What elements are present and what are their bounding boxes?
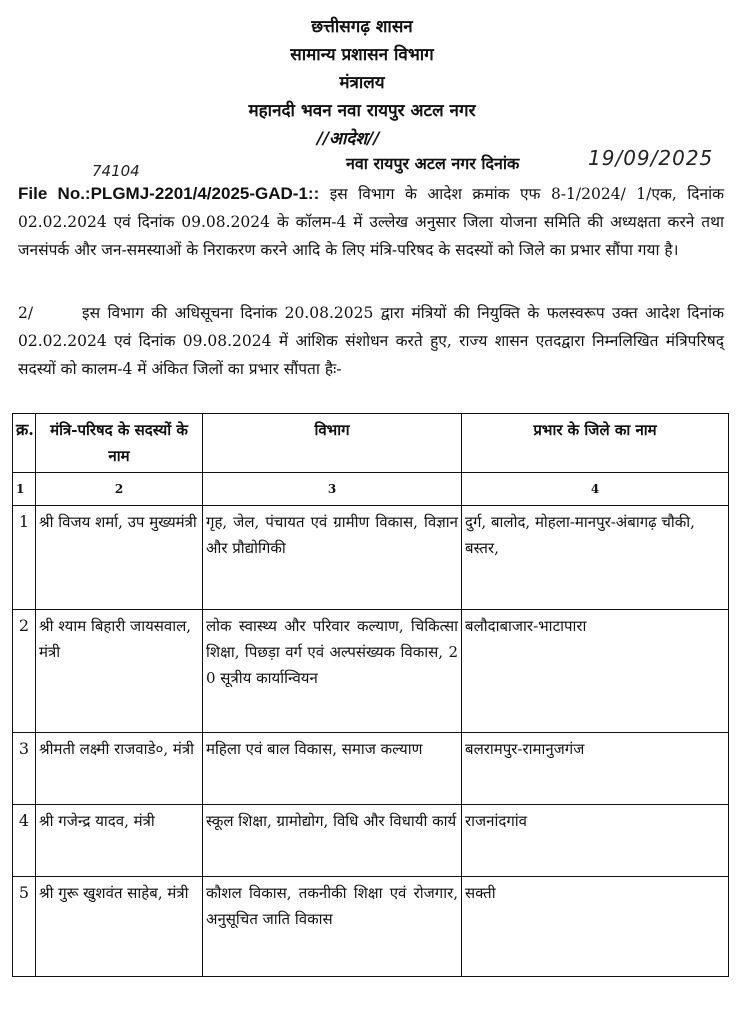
row-district: राजनांदगांव <box>462 805 729 877</box>
table-index-row <box>13 473 729 506</box>
department-title: सामान्य प्रशासन विभाग <box>290 45 434 65</box>
index-4: 4 <box>462 473 729 506</box>
row-department: कौशल विकास, तकनीकी शिक्षा एवं रोजगार, अनुसूचित जाति विकास <box>203 877 462 977</box>
header-member: मंत्रि-परिषद के सदस्यों के नाम <box>36 414 203 473</box>
row-district: सक्ती <box>462 877 729 977</box>
header-district: प्रभार के जिले का नाम <box>462 414 729 473</box>
minister-district-table <box>12 413 729 977</box>
row-member: श्री गजेन्द्र यादव, मंत्री <box>36 805 203 877</box>
row-district: दुर्ग, बालोद, मोहला-मानपुर-अंबागढ़ चौकी, बस्तर, <box>462 506 729 610</box>
row-sno: 2 <box>13 610 36 733</box>
paragraph-2-text: इस विभाग की अधिसूचना दिनांक 20.08.2025 द्वारा मंत्रियों की नियुक्ति के फलस्वरूप उक्त आदेश दिनांक 02.02.2024 एवं दिनांक 09.08.2024 में आंशिक संशोधन करते हुए, राज्य शासन एतदद्वारा निम्नलिखित मंत्रिपरिषद् सदस्यों को कालम-4 में अंकित जिलों का प्रभार सौंपता हैः- <box>18 304 724 378</box>
row-member: श्रीमती लक्ष्मी राजवाडे०, मंत्री <box>36 733 203 805</box>
paragraph-number: 2/ <box>18 304 34 322</box>
row-department: स्कूल शिक्षा, ग्रामोद्योग, विधि और विधायी कार्य <box>203 805 462 877</box>
row-department: लोक स्वास्थ्य और परिवार कल्याण, चिकित्सा शिक्षा, पिछड़ा वर्ग एवं अल्पसंख्यक विकास, 2 0 सूत्रीय कार्यान्वियन <box>203 610 462 733</box>
table-row <box>13 877 729 977</box>
row-department: महिला एवं बाल विकास, समाज कल्याण <box>203 733 462 805</box>
index-1: 1 <box>13 473 36 506</box>
row-sno: 1 <box>13 506 36 610</box>
order-heading: //आदेश// <box>316 129 380 149</box>
table-row <box>13 506 729 610</box>
table-row <box>13 610 729 733</box>
row-district: बलरामपुर-रामानुजगंज <box>462 733 729 805</box>
table-header-row <box>13 414 729 473</box>
index-3: 3 <box>203 473 462 506</box>
office-address: महानदी भवन नवा रायपुर अटल नगर <box>248 101 476 121</box>
handwritten-number: 74104 <box>92 162 140 180</box>
row-member: श्री गुरू खुशवंत साहेब, मंत्री <box>36 877 203 977</box>
row-sno: 3 <box>13 733 36 805</box>
index-2: 2 <box>36 473 203 506</box>
header-sno: क्र. <box>13 414 36 473</box>
row-member: श्री विजय शर्मा, उप मुख्यमंत्री <box>36 506 203 610</box>
handwritten-date: 19/09/2025 <box>588 146 714 170</box>
paragraph-2 <box>18 299 724 383</box>
row-department: गृह, जेल, पंचायत एवं ग्रामीण विकास, विज्ञान और प्रौद्योगिकी <box>203 506 462 610</box>
row-sno: 5 <box>13 877 36 977</box>
table-row <box>13 733 729 805</box>
table-row <box>13 805 729 877</box>
row-sno: 4 <box>13 805 36 877</box>
row-member: श्री श्याम बिहारी जायसवाल, मंत्री <box>36 610 203 733</box>
secretariat-title: मंत्रालय <box>339 73 385 93</box>
file-number: File No.:PLGMJ-2201/4/2025-GAD-1:: <box>18 184 320 203</box>
date-line: नवा रायपुर अटल नगर दिनांक <box>346 154 520 173</box>
row-district: बलौदाबाजार-भाटापारा <box>462 610 729 733</box>
paragraph-1 <box>18 180 724 264</box>
paragraph-1-text: इस विभाग के आदेश क्रमांक एफ 8-1/2024/ 1/एक, दिनांक 02.02.2024 एवं दिनांक 09.08.2024 के कॉलम-4 में उल्लेख अनुसार जिला योजना समिति की अध्यक्षता करने तथा जनसंपर्क और जन-समस्याओं के निराकरण करने आदि के लिए मंत्रि-परिषद के सदस्यों को जिले का प्रभार सौंपा गया है। <box>18 185 724 259</box>
gov-title: छत्तीसगढ़ शासन <box>311 17 413 37</box>
header-department: विभाग <box>203 414 462 473</box>
